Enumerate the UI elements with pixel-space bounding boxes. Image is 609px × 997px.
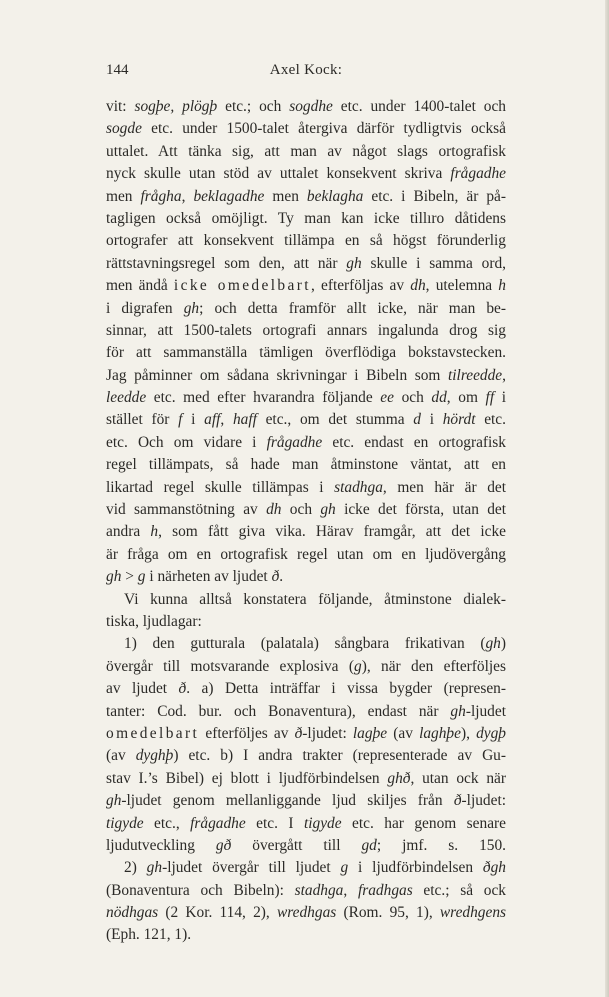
text-run: etc.; och: [217, 98, 290, 115]
text-line: [106, 768, 506, 790]
text-run: etc. har genom senare: [341, 814, 506, 832]
italic-term: gh: [106, 568, 122, 586]
text-line: [106, 723, 506, 745]
italic-term: tigyde: [106, 814, 144, 832]
italic-term: wredhgens: [439, 904, 506, 922]
text-run: (Bonaventura och Bibeln):: [106, 881, 295, 899]
text-run: etc.: [475, 411, 506, 429]
italic-term: ee: [380, 389, 394, 407]
page-header: [106, 62, 506, 84]
text-run: , efterföljas av: [310, 277, 411, 295]
text-run: vid sammanstötning av: [106, 501, 267, 519]
italic-term: tigyde: [303, 814, 342, 832]
text-run: ; och detta framför allt icke, när man be-: [199, 299, 506, 317]
text-run: och: [281, 501, 321, 519]
italic-term: gd: [361, 836, 377, 854]
text-run: stället för: [106, 411, 179, 429]
text-run: etc. I: [245, 814, 304, 832]
text-line: [106, 566, 506, 588]
text-run: sinnar, att 1500-talets ortografi annars ingalunda drog sig: [106, 321, 506, 339]
text-line: [106, 544, 506, 566]
italic-term: haff: [232, 411, 257, 429]
text-run: ): [500, 635, 506, 653]
italic-term: ð: [271, 568, 280, 586]
italic-term: frågha: [140, 187, 182, 205]
italic-term: gh: [183, 299, 200, 317]
text-run: andra: [106, 523, 151, 541]
italic-term: gð: [215, 836, 232, 854]
text-run: (Rom. 95, 1),: [336, 904, 440, 922]
text-run: ; jmf. s. 150.: [376, 836, 506, 854]
italic-term: frågadhe: [450, 165, 506, 183]
italic-term: frågadhe: [266, 433, 323, 451]
text-run: -ljudet genom mellanliggande ljud skiljes från: [121, 792, 454, 810]
text-run: (av: [387, 724, 420, 742]
text-run: etc. under 1500-talet återgiva därför tydligtvis också: [141, 120, 506, 138]
italic-term: frågadhe: [190, 814, 246, 832]
text-run: 1) den gutturala (palatala) sångbara frikativan (: [124, 635, 486, 653]
text-line: [106, 521, 506, 543]
text-run: etc.,: [143, 814, 191, 832]
text-run: stav I.’s Bibel) ej blott i ljudförbindelsen: [106, 769, 388, 787]
text-run: är fråga om en ortografisk regel utan om en ljudövergång: [106, 545, 506, 563]
text-line: [106, 387, 506, 409]
text-line: [106, 96, 506, 118]
italic-term: f: [178, 411, 183, 429]
italic-term: sogþe, plögþ: [134, 98, 218, 115]
text-line: [106, 589, 506, 611]
italic-term: aff: [204, 411, 221, 429]
italic-term: gh: [106, 792, 122, 810]
text-run: i digrafen: [106, 299, 184, 317]
italic-term: nödhgas: [106, 904, 159, 922]
text-run: ortografer att konsekvent tillämpa en så högst förunderlig: [106, 232, 506, 250]
italic-term: dh: [410, 277, 426, 295]
text-run: men: [106, 187, 141, 205]
italic-term: h: [498, 277, 506, 295]
italic-term: g: [137, 568, 146, 586]
text-run: ,: [343, 881, 358, 899]
text-line: [106, 499, 506, 521]
text-run: uttalet. Att tänka sig, att man av något slags ortografisk: [106, 142, 506, 160]
italic-term: sogdhe: [289, 98, 333, 115]
text-line: [106, 208, 506, 230]
page-edge: [605, 0, 609, 997]
text-line: [106, 924, 506, 946]
text-line: [106, 701, 506, 723]
italic-term: gh: [320, 501, 336, 519]
italic-term: gh: [346, 254, 362, 272]
text-run: efterföljes av: [199, 724, 295, 742]
italic-term: fradhgas: [357, 881, 413, 899]
text-run: etc. under 1400-talet och: [332, 98, 506, 115]
italic-term: ff: [485, 389, 495, 407]
text-run: etc., om det stumma: [256, 411, 414, 429]
italic-term: laghþe: [419, 724, 461, 742]
text-run: -ljudet övergår till ljudet: [162, 859, 341, 877]
text-run: likartad regel skulle tillämpas i: [106, 478, 335, 496]
text-run: skulle i samma ord,: [361, 254, 506, 272]
text-line: [106, 656, 506, 678]
text-run: i närheten av ljudet: [145, 568, 272, 586]
text-line: [106, 275, 506, 297]
italic-term: beklagha: [306, 187, 364, 205]
text-run: övergår till motsvarande explosiva (: [106, 657, 354, 675]
text-run: vit:: [106, 98, 135, 115]
text-run: (2 Kor. 114, 2),: [158, 904, 277, 922]
text-line: [106, 163, 506, 185]
italic-term: sogde: [106, 120, 142, 138]
italic-term: ghð: [387, 769, 411, 787]
italic-term: stadhga: [334, 478, 383, 496]
italic-term: ð: [453, 792, 462, 810]
text-run: , men här är det: [382, 478, 506, 496]
text-line: [106, 298, 506, 320]
text-line: [106, 835, 506, 857]
text-run: i: [421, 411, 443, 429]
text-run: för att sammanställa tämligen överflödiga bokstavstecken.: [106, 344, 506, 362]
italic-term: wredhgas: [276, 904, 337, 922]
text-run: 2): [124, 859, 147, 877]
italic-term: beklagadhe: [193, 187, 265, 205]
italic-term: dyghþ: [135, 747, 174, 765]
text-run: i: [182, 411, 205, 429]
text-run: övergått till: [231, 836, 362, 854]
text-line: [106, 633, 506, 655]
text-run: -ljudet:: [461, 792, 506, 810]
text-run: .: [279, 568, 284, 586]
italic-term: dygþ: [476, 724, 506, 742]
text-line: [106, 745, 506, 767]
italic-term: d: [413, 411, 421, 429]
text-run: nyck skulle utan stöd av uttalet konsekvent skriva: [106, 165, 451, 183]
text-line: [106, 432, 506, 454]
text-run: . a) Detta inträffar i vissa bygder (represen-: [186, 680, 506, 698]
text-line: [106, 342, 506, 364]
text-line: [106, 320, 506, 342]
text-run: tagligen också omöjligt. Ty man kan icke tillıro dåtidens: [106, 209, 506, 227]
italic-term: gh: [450, 702, 466, 720]
text-run: ljudutveckling: [106, 836, 216, 854]
text-line: [106, 141, 506, 163]
italic-term: h: [150, 523, 159, 541]
spaced-emphasis: icke omedelbart: [173, 277, 311, 295]
text-run: ,: [220, 411, 233, 429]
text-run: Vi kunna alltså konstatera följande, åtminstone dialek-: [124, 590, 506, 608]
text-run: rättstavningsregel som den, att när: [106, 254, 347, 272]
italic-term: hördt: [442, 411, 476, 429]
italic-term: ðgh: [482, 859, 506, 877]
text-run: etc. med efter hvarandra följande: [146, 389, 381, 407]
italic-term: gh: [146, 859, 163, 877]
italic-term: leedde: [106, 389, 147, 407]
text-run: tiska, ljudlagar:: [106, 612, 202, 630]
text-line: [106, 230, 506, 252]
text-line: [106, 454, 506, 476]
italic-term: gh: [485, 635, 501, 653]
text-line: [106, 678, 506, 700]
text-run: ,: [181, 187, 194, 205]
text-run: etc. i Bibeln, är på-: [363, 187, 506, 205]
text-run: , som fått giva vika. Härav framgår, att det icke: [158, 523, 506, 541]
italic-term: g: [354, 657, 362, 675]
running-title: Axel Kock:: [269, 62, 343, 78]
text-line: [106, 186, 506, 208]
text-run: , om: [446, 389, 486, 407]
text-run: icke det första, utan det: [335, 501, 506, 519]
italic-term: dd: [431, 389, 447, 407]
text-run: Jag påminner om sådana skrivningar i Bibeln som: [106, 366, 448, 384]
italic-term: tilreedde: [448, 366, 503, 384]
text-run: av ljudet: [106, 680, 179, 698]
text-line: [106, 813, 506, 835]
text-run: ) etc. b) I andra trakter (representerade av Gu-: [173, 747, 506, 765]
italic-term: ð: [294, 724, 303, 742]
text-line: [106, 409, 506, 431]
text-run: etc. endast en ortografisk: [322, 433, 506, 451]
text-run: tanter: Cod. bur. och Bonaventura), endast när: [106, 702, 451, 720]
text-line: [106, 880, 506, 902]
text-line: [106, 253, 506, 275]
page-number: 144: [106, 62, 129, 78]
text-run: men ändå: [106, 277, 174, 295]
italic-term: dh: [266, 501, 282, 519]
text-line: [106, 118, 506, 140]
text-run: i ljudförbindelsen: [348, 859, 483, 877]
text-run: i: [494, 389, 506, 407]
italic-term: g: [340, 859, 349, 877]
text-run: , utelemna: [425, 277, 499, 295]
text-run: regel tillämpats, så hade man åtminstone väntat, att en: [106, 456, 506, 474]
text-line: [106, 611, 506, 633]
italic-term: lagþe: [352, 724, 388, 742]
text-line: [106, 790, 506, 812]
italic-term: stadhga: [294, 881, 344, 899]
text-run: och: [393, 389, 432, 407]
text-run: (av: [106, 747, 136, 765]
text-run: ), när den efterföljes: [361, 657, 506, 675]
text-run: men: [264, 187, 307, 205]
text-run: -ljudet:: [302, 724, 353, 742]
text-run: ,: [502, 366, 506, 384]
text-run: >: [121, 568, 138, 586]
text-run: , utan ock när: [410, 769, 506, 787]
text-line: [106, 857, 506, 879]
text-line: [106, 477, 506, 499]
body-text: [106, 96, 506, 947]
text-run: ),: [460, 724, 477, 742]
italic-term: ð: [178, 680, 187, 698]
text-run: -ljudet: [465, 702, 506, 720]
text-run: etc. Och om vidare i: [106, 433, 267, 451]
spaced-emphasis: omedelbart: [106, 724, 200, 742]
text-run: etc.; så ock: [412, 881, 506, 899]
text-run: (Eph. 121, 1).: [106, 926, 192, 944]
text-line: [106, 902, 506, 924]
text-line: [106, 365, 506, 387]
